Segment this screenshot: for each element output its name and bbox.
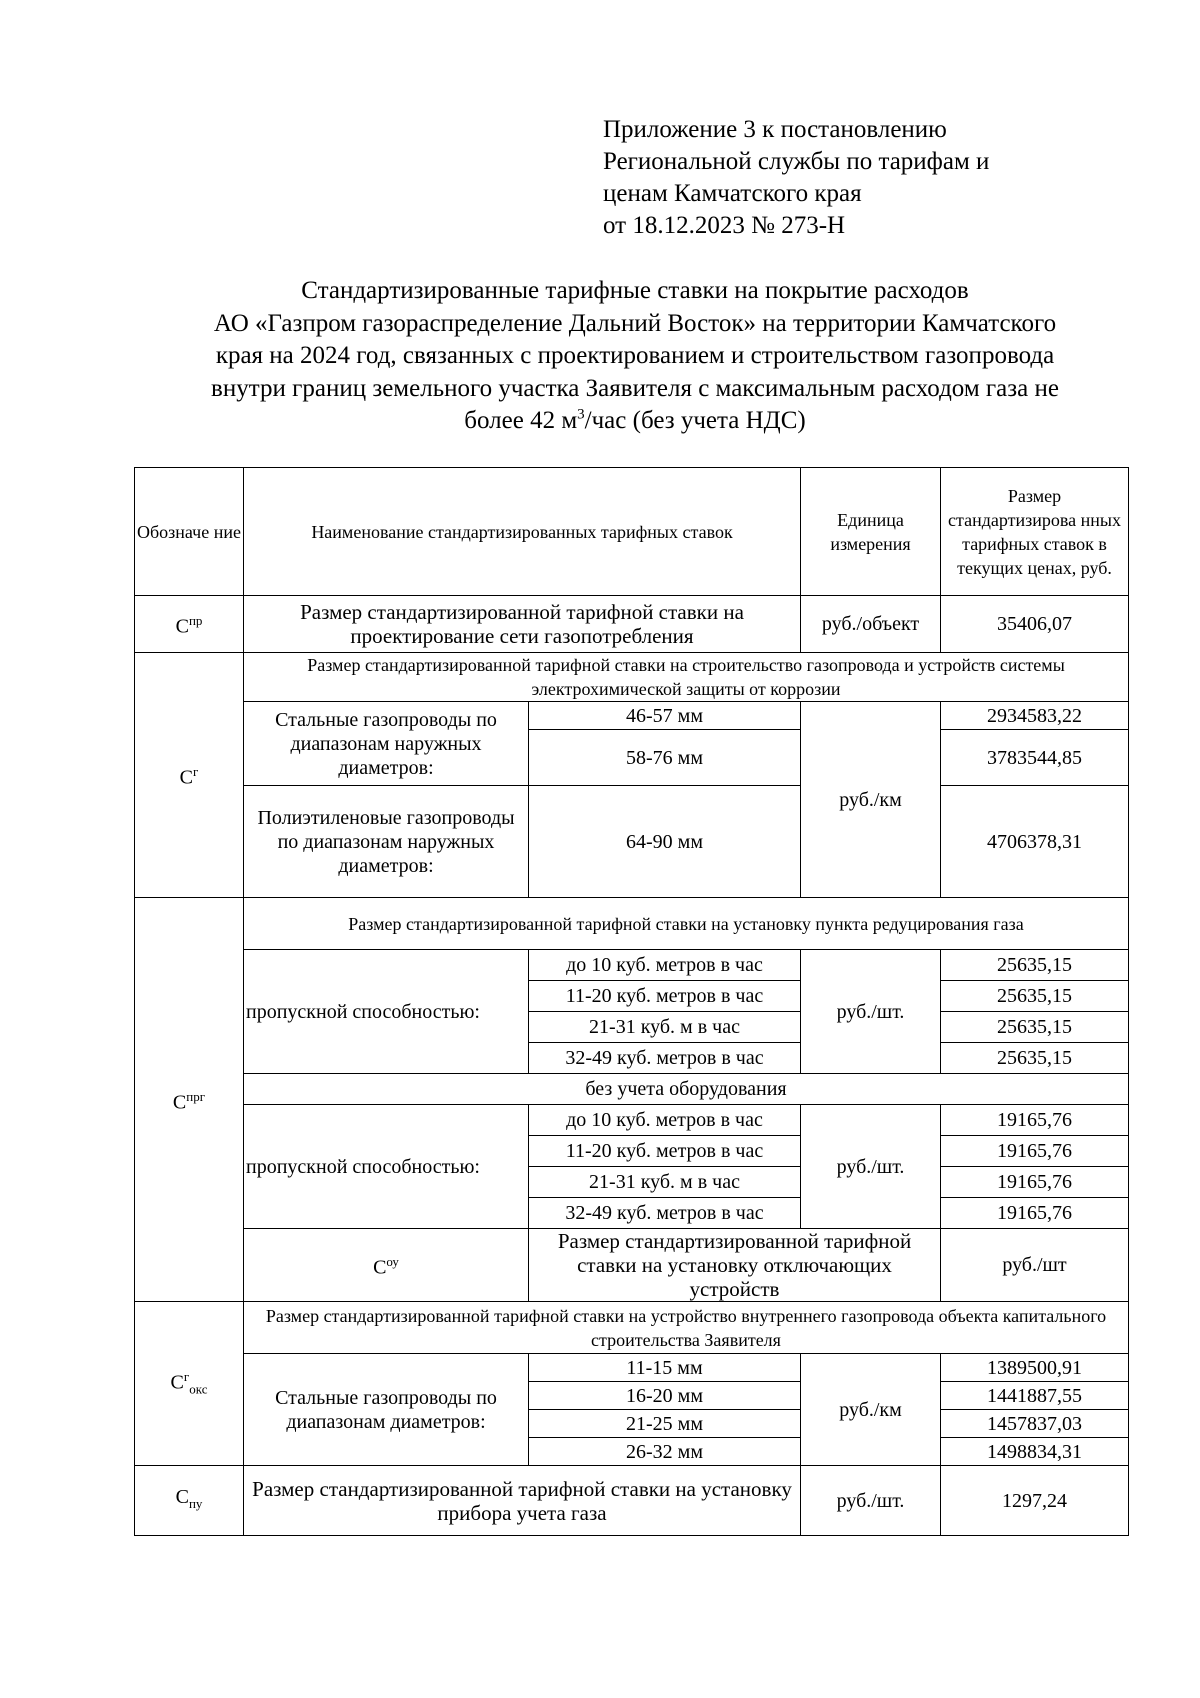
range-cell: до 10 куб. метров в час: [529, 950, 801, 981]
range-cell: 11-20 куб. метров в час: [529, 1136, 801, 1167]
table-header-row: [135, 468, 1129, 596]
range-cell: 21-25 мм: [529, 1410, 801, 1438]
range-cell: 21-31 куб. м в час: [529, 1167, 801, 1198]
title-line: Стандартизированные тарифные ставки на покрытие расходов: [301, 277, 969, 304]
title-line: внутри границ земельного участка Заявителя с максимальным расходом газа не: [211, 374, 1059, 402]
header-designation: Обозначе ние: [135, 468, 244, 596]
value-cell: 1498834,31: [941, 1438, 1129, 1466]
section-title: Размер стандартизированной тарифной ставки на строительство газопровода и устройств системы электрохимической защиты от коррозии: [244, 653, 1129, 702]
value-cell: 35406,07: [941, 596, 1129, 653]
range-cell: до 10 куб. метров в час: [529, 1105, 801, 1136]
table-row: [135, 786, 1129, 898]
symbol-cell: [135, 653, 244, 898]
document-title: [125, 275, 1145, 438]
unit-cell: руб./шт.: [801, 1105, 941, 1229]
header-size: Размер стандартизирова нных тарифных ставок в текущих ценах, руб.: [941, 468, 1129, 596]
symbol-subscript: окс: [189, 1381, 208, 1397]
subsection-row: [135, 1074, 1129, 1105]
value-cell: 1457837,03: [941, 1410, 1129, 1438]
unit-cell: руб./км: [801, 1354, 941, 1466]
subsection-title: без учета оборудования: [244, 1074, 1129, 1105]
unit-cell: руб./шт.: [801, 950, 941, 1074]
range-cell: 32-49 куб. метров в час: [529, 1043, 801, 1074]
tariff-table: [134, 467, 1129, 1536]
symbol-cell: [135, 898, 244, 1302]
symbol-superscript: оу: [386, 1254, 399, 1270]
appendix-line: от 18.12.2023 № 273-Н: [603, 212, 846, 239]
value-cell: 19165,76: [941, 1198, 1129, 1229]
symbol-base: С: [170, 1371, 184, 1394]
pipe-type-label: Полиэтиленовые газопроводы по диапазонам наружных диаметров:: [244, 786, 529, 898]
rate-name: Размер стандартизированной тарифной ставки на установку прибора учета газа: [244, 1466, 801, 1536]
range-cell: 16-20 мм: [529, 1382, 801, 1410]
unit-cell: руб./объект: [801, 596, 941, 653]
header-name: Наименование стандартизированных тарифных ставок: [244, 468, 801, 596]
pipe-type-label: Стальные газопроводы по диапазонам диаметров:: [244, 1354, 529, 1466]
table-row: [135, 1229, 1129, 1302]
range-cell: 58-76 мм: [529, 730, 801, 786]
title-superscript: 3: [577, 406, 585, 423]
range-cell: 21-31 куб. м в час: [529, 1012, 801, 1043]
symbol-cell: [135, 596, 244, 653]
value-cell: 2934583,22: [941, 702, 1129, 730]
value-cell: 1297,24: [941, 1466, 1129, 1536]
value-cell: 19165,76: [941, 1105, 1129, 1136]
rate-name: Размер стандартизированной тарифной ставки на проектирование сети газопотребления: [244, 596, 801, 653]
value-cell: 19165,76: [941, 1136, 1129, 1167]
appendix-line: ценам Камчатского края: [603, 180, 862, 207]
symbol-base: С: [172, 1091, 187, 1114]
appendix-block: [603, 114, 989, 242]
value-cell: 3783544,85: [941, 730, 1129, 786]
unit-cell: руб./шт.: [801, 1466, 941, 1536]
value-cell: 4706378,31: [941, 786, 1129, 898]
value-cell: 19165,76: [941, 1167, 1129, 1198]
symbol-superscript: г: [183, 1369, 190, 1385]
value-cell: 25635,15: [941, 950, 1129, 981]
value-cell: 25635,15: [941, 1043, 1129, 1074]
symbol-base: С: [175, 615, 189, 638]
value-cell: 25635,15: [941, 981, 1129, 1012]
value-cell: 25635,15: [941, 1012, 1129, 1043]
symbol-cell: [244, 1229, 529, 1302]
symbol-superscript: пр: [188, 613, 203, 629]
section-title: Размер стандартизированной тарифной ставки на установку пункта редуцирования газа: [244, 898, 1129, 950]
symbol-cell: [135, 1466, 244, 1536]
range-cell: 32-49 куб. метров в час: [529, 1198, 801, 1229]
appendix-line: Региональной службы по тарифам и: [603, 148, 990, 175]
symbol-base: С: [373, 1256, 387, 1279]
symbol-base: С: [175, 1486, 189, 1508]
range-cell: 64-90 мм: [529, 786, 801, 898]
title-line: АО «Газпром газораспределение Дальний Восток» на территории Камчатского: [213, 309, 1057, 337]
capacity-label: пропускной способностью:: [244, 950, 529, 1074]
value-cell: 1441887,55: [941, 1382, 1129, 1410]
table-row: [135, 596, 1129, 653]
table-row: [135, 1105, 1129, 1136]
capacity-label: пропускной способностью:: [244, 1105, 529, 1229]
header-unit: Единица измерения: [801, 468, 941, 596]
title-line: края на 2024 год, связанных с проектированием и строительством газопровода: [215, 342, 1055, 369]
range-cell: 46-57 мм: [529, 702, 801, 730]
section-title-row: [135, 1302, 1129, 1354]
appendix-line: Приложение 3 к постановлению: [603, 116, 947, 143]
unit-cell: руб./шт: [941, 1229, 1129, 1302]
symbol-subscript: пу: [188, 1496, 203, 1511]
unit-cell: руб./км: [801, 702, 941, 898]
symbol-cell: [135, 1302, 244, 1466]
range-cell: 11-20 куб. метров в час: [529, 981, 801, 1012]
section-title-row: [135, 898, 1129, 950]
table-row: [135, 702, 1129, 730]
section-title-row: [135, 653, 1129, 702]
title-text: /час (без учета НДС): [584, 407, 806, 434]
symbol-base: С: [179, 766, 193, 789]
table-row: [135, 1354, 1129, 1382]
range-cell: 11-15 мм: [529, 1354, 801, 1382]
section-title: Размер стандартизированной тарифной ставки на устройство внутреннего газопровода объекта капитального строительства Заявителя: [244, 1302, 1129, 1354]
range-cell: 26-32 мм: [529, 1438, 801, 1466]
table-row: [135, 1466, 1129, 1536]
title-line: [125, 405, 1145, 438]
value-cell: 1389500,91: [941, 1354, 1129, 1382]
rate-name: Размер стандартизированной тарифной ставки на установку отключающих устройств: [529, 1229, 941, 1302]
table-row: [135, 950, 1129, 981]
pipe-type-label: Стальные газопроводы по диапазонам наружных диаметров:: [244, 702, 529, 786]
title-text: более 42 м: [464, 407, 578, 434]
symbol-superscript: г: [193, 764, 199, 780]
symbol-superscript: прг: [186, 1088, 206, 1104]
